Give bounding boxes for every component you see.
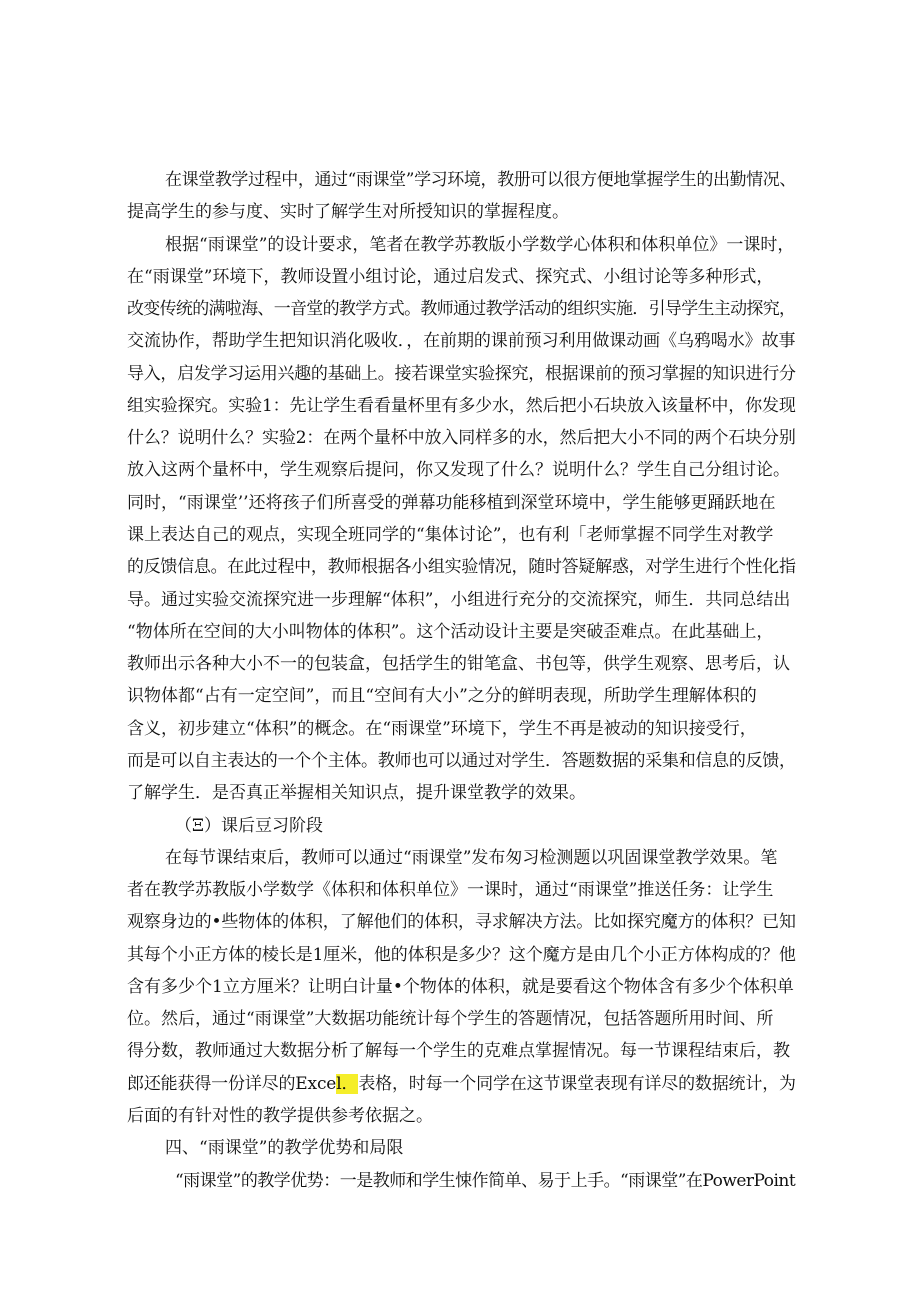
paragraph-line: 什么？说明什么？实验2：在两个量杯中放入同样多的水，然后把大小不同的两个石块分别 xyxy=(127,428,796,448)
paragraph-line: 提高学生的参与度、实时了解学生对所授知识的掌握程度。 xyxy=(127,202,569,222)
paragraph-line: 了解学生．是否真正举握相关知识点，提升课堂教学的效果。 xyxy=(127,783,586,803)
paragraph-line: 位。然后，通过“雨课堂”大数据功能统计每个学生的答题情况，包括答题所用时间、所 xyxy=(127,1009,774,1029)
paragraph-line: 放入这两个量杯中，学生观察后提问，你又发现了什么？说明什么？学生自己分组讨论。 xyxy=(127,460,790,480)
section-heading: 四、“雨课堂”的教学优势和局限 xyxy=(165,1138,404,1158)
paragraph-line: 者在教学苏教版小学数学《体积和体积单位》一课时，通过“雨课堂”推送任务：让学生 xyxy=(127,880,774,900)
paragraph-line: 交流协作，帮助学生把知识消化吸收．，在前期的课前预习利用做课动画《乌鸦喝水》故事 xyxy=(127,331,796,351)
paragraph-line: 根据“雨课堂”的设计要求，笔者在教学苏教版小学数学心体积和体积单位》一课时， xyxy=(165,235,795,255)
section-heading: （Ξ）课后豆习阶段 xyxy=(175,816,323,836)
paragraph-line xyxy=(127,1073,796,1095)
line-text-after: 表格，时每一个同学在这节课堂表现有详尽的数据统计，为 xyxy=(358,1074,796,1094)
paragraph-line: 导。通过实验交流探究进一步理解“体积”，小组进行充分的交流探究，师生．共同总结出 xyxy=(127,590,791,610)
paragraph-line: “物体所在空间的大小叫物体的体积”。这个活动设计主要是突破歪难点。在此基础上， xyxy=(127,622,774,642)
paragraph-line: 在每节课结束后，教师可以通过“雨课堂”发布匆习检测题以巩固课堂教学效果。笔 xyxy=(165,848,778,868)
paragraph-line: “雨课堂”的教学优势：一是教师和学生悚作简单、易于上手。“雨课堂”在PowerPoint xyxy=(175,1171,796,1191)
paragraph-line: 改变传统的满啦海、一音堂的教学方式。教师通过教学活动的组织实施．引导学生主动探究， xyxy=(127,299,796,319)
paragraph-line: 教师出示各种大小不一的包装盒，包括学生的钳笔盒、书包等，供学生观察、思考后，认 xyxy=(127,654,790,674)
paragraph-line: 观察身边的•些物体的体积，了解他们的体积，寻求解决方法。比如探究魔方的体积？已知 xyxy=(127,912,796,932)
paragraph-line: 含有多少个1立方厘米？让明白计量•个物体的体积，就是要看这个物体含有多少个体积单 xyxy=(127,977,794,997)
paragraph-line: 导入，启发学习运用兴趣的基础上。接若课堂实验探究，根据课前的预习掌握的知识进行分 xyxy=(127,364,796,384)
paragraph-line: 得分数，教师通过大数据分析了解每一个学生的克难点掌握情况。每一节课程结束后，教 xyxy=(127,1041,790,1061)
paragraph-line: 其每个小正方体的棱长是1厘米，他的体积是多少？这个魔方是由几个小正方体构成的？他 xyxy=(127,945,796,965)
paragraph-line: 在课堂教学过程中，通过“雨课堂”学习环境，教册可以很方便地掌握学生的出勤情况、 xyxy=(165,170,796,190)
paragraph-line: 在“雨课堂”环境下，教师设置小组讨论，通过启发式、探究式、小组讨论等多种形式， xyxy=(127,267,774,287)
paragraph-line: 组实验探究。实验1：先让学生看看量杯里有多少水，然后把小石块放入该量杯中，你发现 xyxy=(127,396,796,416)
paragraph-line: 而是可以自主表达的一个个主体。教师也可以通过对学生．答题数据的采集和信息的反馈， xyxy=(127,751,796,771)
highlighted-text: l． xyxy=(336,1074,359,1094)
paragraph-line: 课上表达自己的观点，实现全班同学的“集体讨论”，也有利「老师掌握不同学生对教学 xyxy=(127,525,774,545)
line-text-before: 郎还能获得一份详尽的Exce xyxy=(127,1074,337,1094)
paragraph-line: 同时，“雨课堂’’还将孩子们所喜受的弹幕功能移植到深堂环境中，学生能够更踊跃地在 xyxy=(127,493,776,513)
paragraph-line: 后面的有针对性的教学提供参考依据之。 xyxy=(127,1106,433,1126)
paragraph-line: 含义，初步建立“体积”的概念。在“雨课堂”环境下，学生不再是被动的知识接受行， xyxy=(127,719,757,739)
paragraph-line: 识物体都“占有一定空间”，而且“空间有大小”之分的鲜明表现，所助学生理解体积的 xyxy=(127,686,757,706)
paragraph-line: 的反馈信息。在此过程中，教师根据各小组实验情况，随时答疑解惑，对学生进行个性化指 xyxy=(127,557,796,577)
